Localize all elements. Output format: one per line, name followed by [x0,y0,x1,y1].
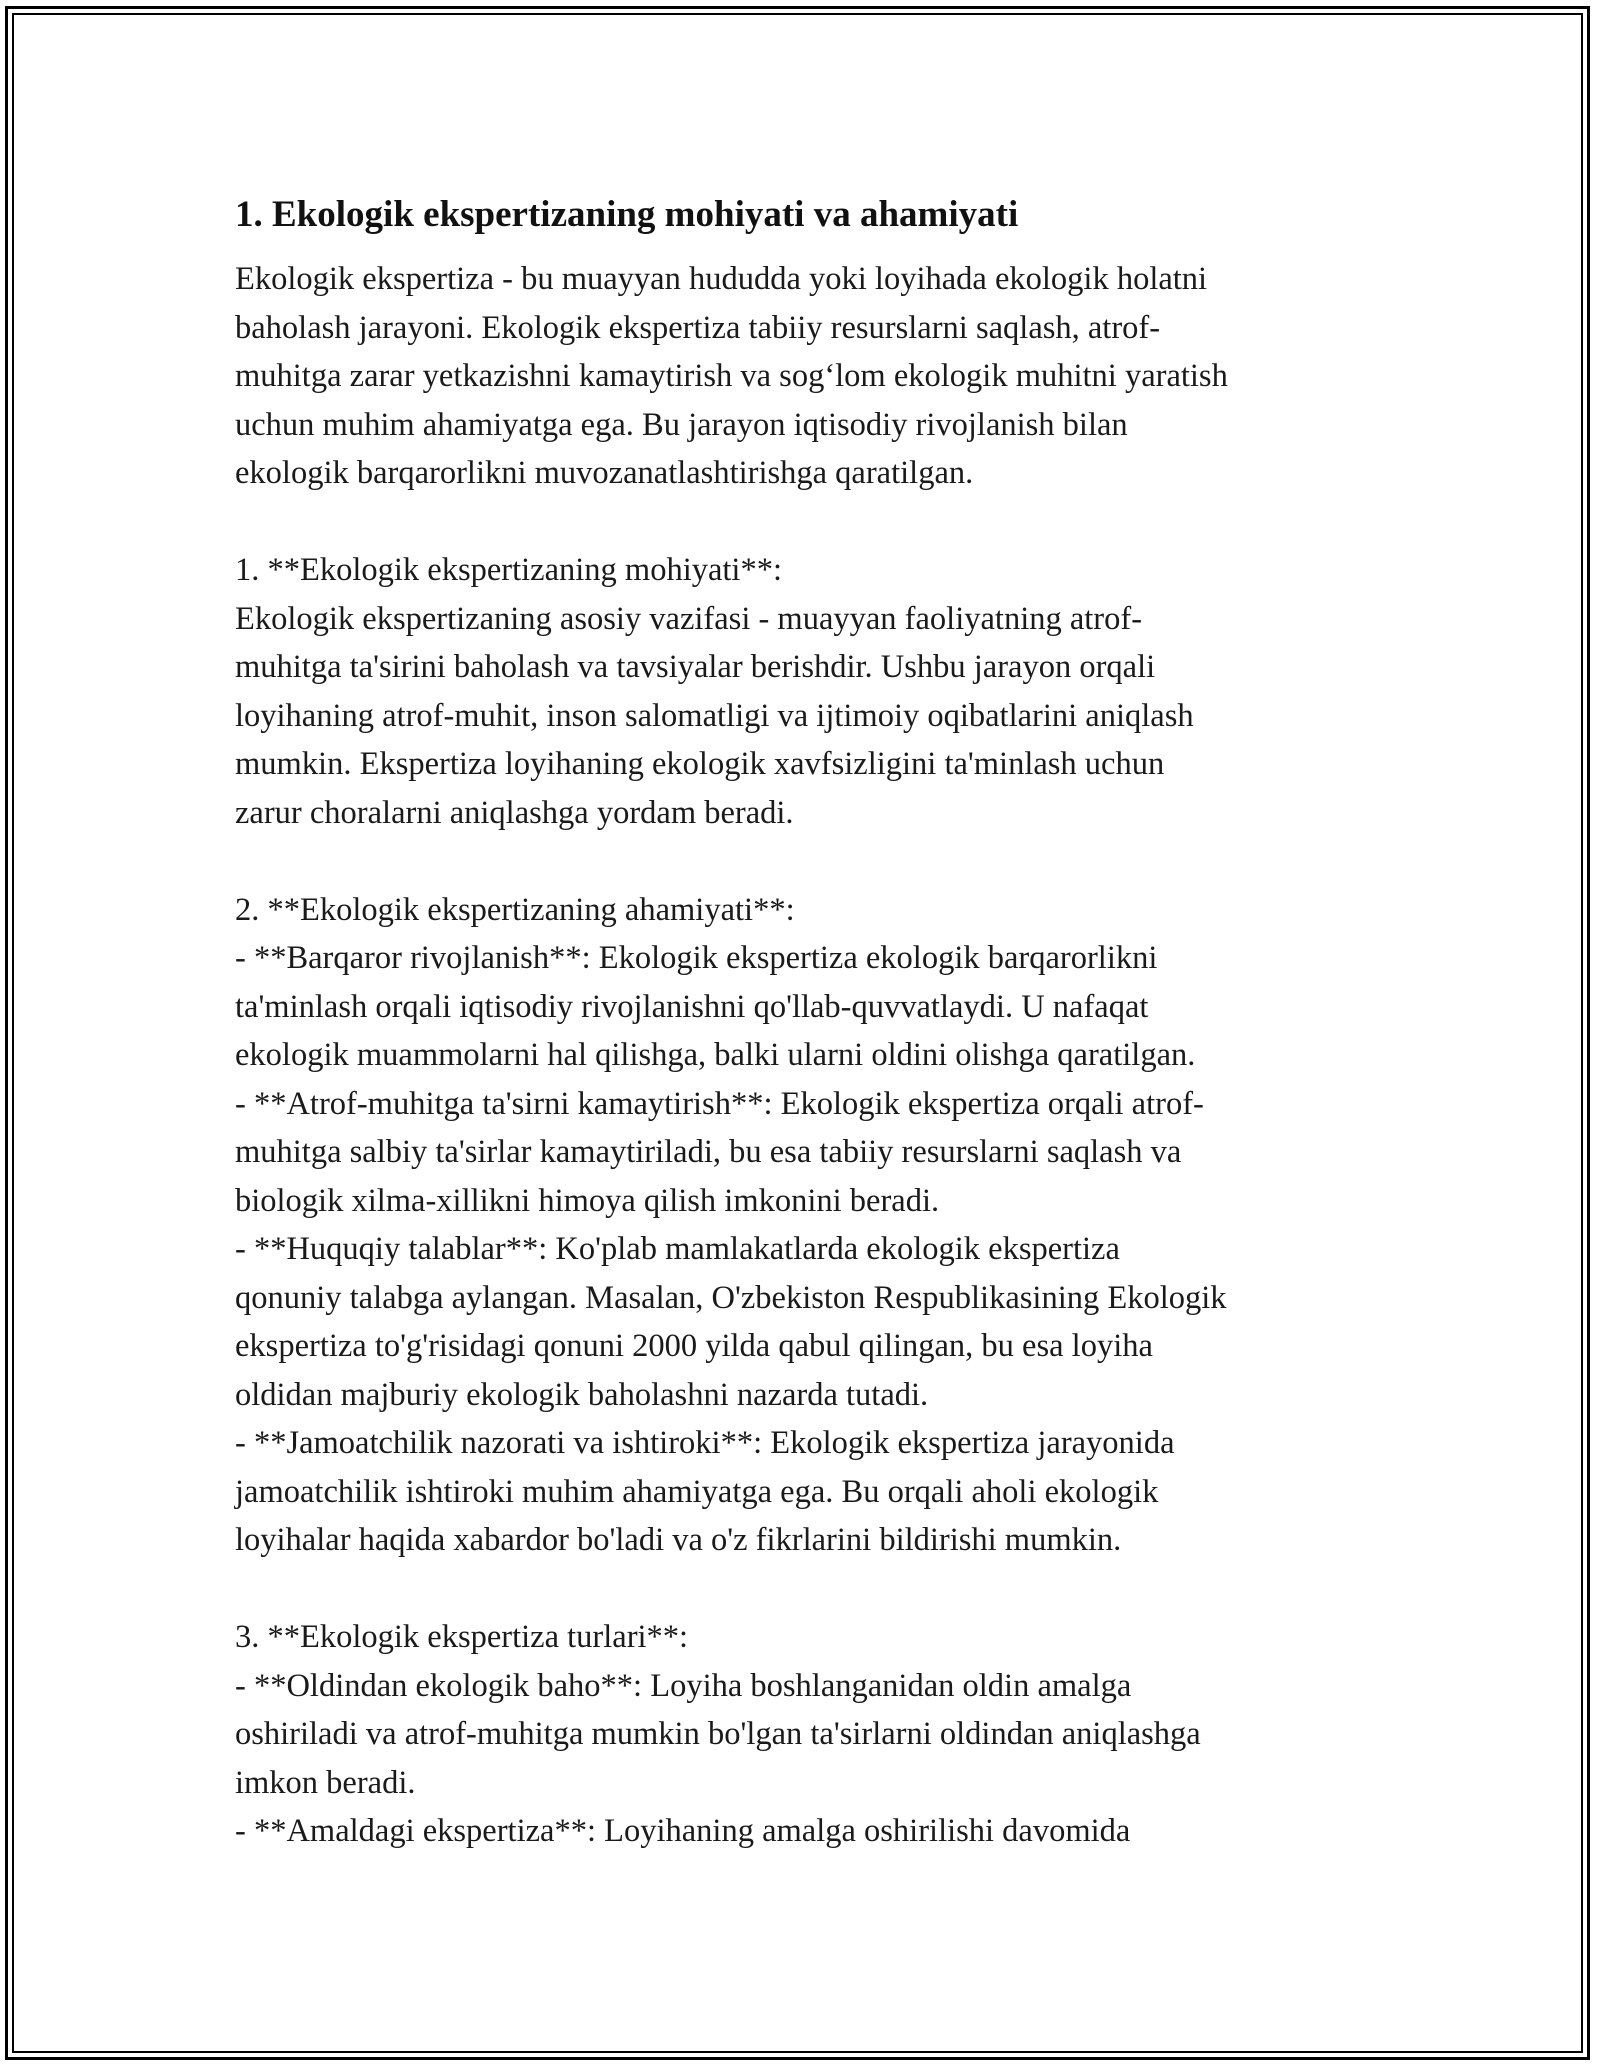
section-mohiyati: 1. **Ekologik ekspertizaning mohiyati**: Ekologik ekspertizaning asosiy vazifasi - muayyan faoliyatning atrof- muhitga ta'sirini baholash va tavsiyalar berishdir. Ushbu jarayon orqali loyihaning atrof-muhit, inson salomatligi va ijtimoiy oqibatlarini aniqlash mumkin. Ekspertiza loyihaning ekologik xavfsizligini ta'minlash uchun zarur choralarni aniqlashga yordam beradi. [235,552,1194,831]
paragraph-spacer [235,498,1375,547]
paragraph-spacer [235,837,1375,886]
document-title: 1. Ekologik ekspertizaning mohiyati va ahamiyati [235,194,1019,235]
section-turlari: 3. **Ekologik ekspertiza turlari**: - **Oldindan ekologik baho**: Loyiha boshlanganidan oldin amalga oshiriladi va atrof-muhitga mumkin bo'lgan ta'sirlarni oldindan aniqlashga imkon beradi. - **Amaldagi ekspertiza**: Loyihaning amalga oshirilishi davomida [235,1619,1201,1849]
intro-paragraph: Ekologik ekspertiza - bu muayyan hududda yoki loyihada ekologik holatni baholash jarayoni. Ekologik ekspertiza tabiiy resurslarni saqlash, atrof- muhitga zarar yetkazishni kamaytirish va sog‘lom ekologik muhitni yaratish uchun muhim ahamiyatga ega. Bu jarayon iqtisodiy rivojlanish bilan ekologik barqarorlikni muvozanatlashtirishga qaratilgan. [235,261,1228,491]
paragraph-spacer [235,1565,1375,1614]
section-ahamiyati: 2. **Ekologik ekspertizaning ahamiyati**: - **Barqaror rivojlanish**: Ekologik ekspertiza ekologik barqarorlikni ta'minlash orqali iqtisodiy rivojlanishni qo'llab-quvvatlaydi. U nafaqat ekologik muammolarni hal qilishga, balki ularni oldini olishga qaratilgan. - **Atrof-muhitga ta'sirni kamaytirish**: Ekologik ekspertiza orqali atrof- muhitga salbiy ta'sirlar kamaytiriladi, bu esa tabiiy resurslarni saqlash va biologik xilma-xillikni himoya qilish imkonini beradi. - **Huquqiy talablar**: Ko'plab mamlakatlarda ekologik ekspertiza qonuniy talabga aylangan. Masalan, O'zbekiston Respublikasining Ekologik ekspertiza to'g'risidagi qonuni 2000 yilda qabul qilingan, bu esa loyiha oldidan majburiy ekologik baholashni nazarda tutadi. - **Jamoatchilik nazorati va ishtiroki**: Ekologik ekspertiza jarayonida jamoatchilik ishtiroki muhim ahamiyatga ega. Bu orqali aholi ekologik loyihalar haqida xabardor bo'ladi va o'z fikrlarini bildirishi mumkin. [235,891,1227,1558]
document-body [235,185,1375,1856]
